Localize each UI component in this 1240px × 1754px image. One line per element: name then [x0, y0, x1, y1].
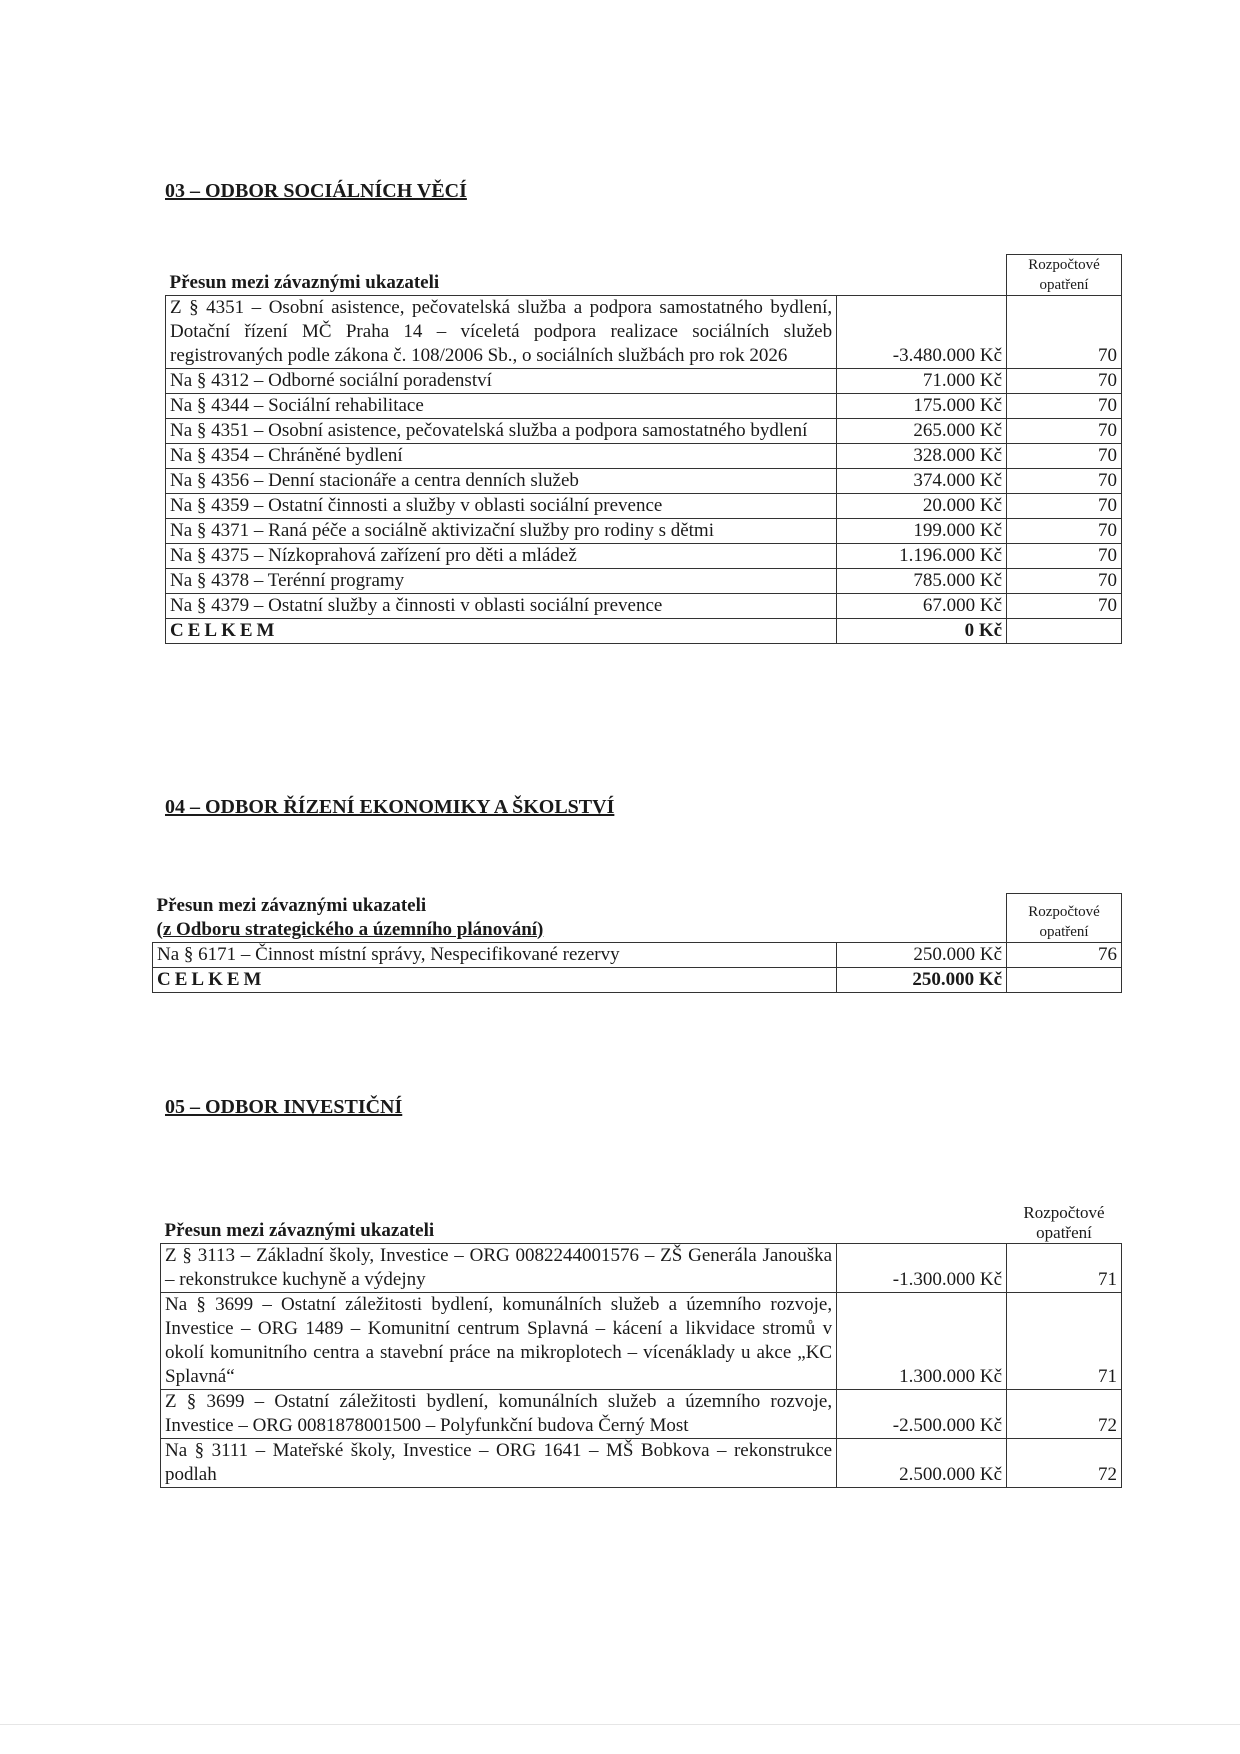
table-row	[166, 469, 1122, 494]
row-description: Na § 4356 – Denní stacionáře a centra denních služeb	[166, 469, 837, 494]
row-ro: 70	[1007, 519, 1122, 544]
table-row	[161, 1293, 1122, 1390]
row-description: Na § 3111 – Mateřské školy, Investice – ORG 1641 – MŠ Bobkova – rekonstrukce podlah	[161, 1439, 837, 1488]
total-amount: 0 Kč	[837, 619, 1007, 644]
section-title-05: 05 – ODBOR INVESTIČNÍ	[165, 1096, 403, 1118]
row-amount: -3.480.000 Kč	[837, 296, 1007, 369]
row-amount: -1.300.000 Kč	[837, 1244, 1007, 1293]
row-ro: 70	[1007, 419, 1122, 444]
table-row	[161, 1439, 1122, 1488]
section-title-04: 04 – ODBOR ŘÍZENÍ EKONOMIKY A ŠKOLSTVÍ	[165, 796, 615, 818]
table-row	[153, 942, 1122, 967]
row-amount: 67.000 Kč	[837, 594, 1007, 619]
row-amount: 2.500.000 Kč	[837, 1439, 1007, 1488]
budget-table-05	[160, 1203, 1122, 1488]
row-amount: 374.000 Kč	[837, 469, 1007, 494]
row-description: Na § 4354 – Chráněné bydlení	[166, 444, 837, 469]
row-amount: 175.000 Kč	[837, 394, 1007, 419]
row-amount: 20.000 Kč	[837, 494, 1007, 519]
row-ro: 70	[1007, 569, 1122, 594]
budget-table-04	[152, 893, 1122, 993]
row-description: Z § 4351 – Osobní asistence, pečovatelská služba a podpora samostatného bydlení, Dotační řízení MČ Praha 14 – víceletá podpora realizace sociálních služeb registrovaných podle zákona č. 108/2006 Sb., o sociálních službách pro rok 2026	[166, 296, 837, 369]
row-ro: 71	[1007, 1244, 1122, 1293]
table-header: Přesun mezi závaznými ukazateli	[161, 1203, 837, 1244]
row-amount: 1.196.000 Kč	[837, 544, 1007, 569]
row-amount: -2.500.000 Kč	[837, 1390, 1007, 1439]
total-label: CELKEM	[166, 619, 837, 644]
row-description: Na § 6171 – Činnost místní správy, Nespecifikované rezervy	[153, 942, 837, 967]
row-amount: 265.000 Kč	[837, 419, 1007, 444]
row-description: Na § 3699 – Ostatní záležitosti bydlení, komunálních služeb a územního rozvoje, Investice – ORG 1489 – Komunitní centrum Splavná – kácení a likvidace stromů v okolí komunitního centra a stavební práce na mikroplotech – vícenáklady u akce „KC Splavná“	[161, 1293, 837, 1390]
total-row	[166, 619, 1122, 644]
table-header-row	[161, 1203, 1122, 1244]
table-row	[166, 419, 1122, 444]
ro-header: Rozpočtové opatření	[1007, 894, 1122, 943]
row-ro: 70	[1007, 469, 1122, 494]
table-row	[166, 569, 1122, 594]
row-description: Na § 4371 – Raná péče a sociálně aktivizační služby pro rodiny s dětmi	[166, 519, 837, 544]
row-description: Z § 3113 – Základní školy, Investice – ORG 0082244001576 – ZŠ Generála Janouška – rekonstrukce kuchyně a výdejny	[161, 1244, 837, 1293]
total-row	[153, 967, 1122, 992]
table-row	[166, 444, 1122, 469]
table-row	[166, 544, 1122, 569]
total-label: CELKEM	[153, 967, 837, 992]
row-ro: 72	[1007, 1439, 1122, 1488]
row-ro: 70	[1007, 544, 1122, 569]
table-row	[166, 296, 1122, 369]
table-row	[166, 394, 1122, 419]
page-bottom-edge	[0, 1724, 1240, 1725]
section-title-03: 03 – ODBOR SOCIÁLNÍCH VĚCÍ	[165, 180, 467, 202]
row-ro: 70	[1007, 444, 1122, 469]
table-header: Přesun mezi závaznými ukazateli	[166, 255, 837, 296]
row-description: Z § 3699 – Ostatní záležitosti bydlení, komunálních služeb a územního rozvoje, Investice – ORG 0081878001500 – Polyfunkční budova Černý Most	[161, 1390, 837, 1439]
row-amount: 199.000 Kč	[837, 519, 1007, 544]
table-row	[166, 594, 1122, 619]
table-header: Přesun mezi závaznými ukazateli	[156, 894, 427, 916]
row-amount: 71.000 Kč	[837, 369, 1007, 394]
table-header-source: (z Odboru strategického a územního plánování)	[156, 918, 544, 940]
row-amount: 250.000 Kč	[837, 942, 1007, 967]
row-ro: 70	[1007, 394, 1122, 419]
ro-header: Rozpočtové opatření	[1007, 255, 1122, 296]
row-ro: 71	[1007, 1293, 1122, 1390]
row-description: Na § 4344 – Sociální rehabilitace	[166, 394, 837, 419]
row-ro: 70	[1007, 494, 1122, 519]
row-amount: 1.300.000 Kč	[837, 1293, 1007, 1390]
table-row	[161, 1390, 1122, 1439]
row-ro: 70	[1007, 369, 1122, 394]
row-description: Na § 4379 – Ostatní služby a činnosti v oblasti sociální prevence	[166, 594, 837, 619]
row-description: Na § 4375 – Nízkoprahová zařízení pro děti a mládež	[166, 544, 837, 569]
row-amount: 328.000 Kč	[837, 444, 1007, 469]
row-ro: 70	[1007, 594, 1122, 619]
row-amount: 785.000 Kč	[837, 569, 1007, 594]
row-ro: 72	[1007, 1390, 1122, 1439]
table-header-row	[166, 255, 1122, 296]
ro-header: Rozpočtové opatření	[1023, 1203, 1105, 1242]
row-description: Na § 4378 – Terénní programy	[166, 569, 837, 594]
row-ro: 76	[1007, 942, 1122, 967]
table-row	[166, 519, 1122, 544]
table-row	[161, 1244, 1122, 1293]
row-description: Na § 4351 – Osobní asistence, pečovatelská služba a podpora samostatného bydlení	[166, 419, 837, 444]
row-description: Na § 4312 – Odborné sociální poradenství	[166, 369, 837, 394]
budget-table-03	[165, 254, 1122, 644]
table-row	[166, 369, 1122, 394]
row-ro: 70	[1007, 296, 1122, 369]
row-description: Na § 4359 – Ostatní činnosti a služby v oblasti sociální prevence	[166, 494, 837, 519]
table-row	[166, 494, 1122, 519]
table-header-row	[153, 894, 1122, 943]
total-amount: 250.000 Kč	[837, 967, 1007, 992]
